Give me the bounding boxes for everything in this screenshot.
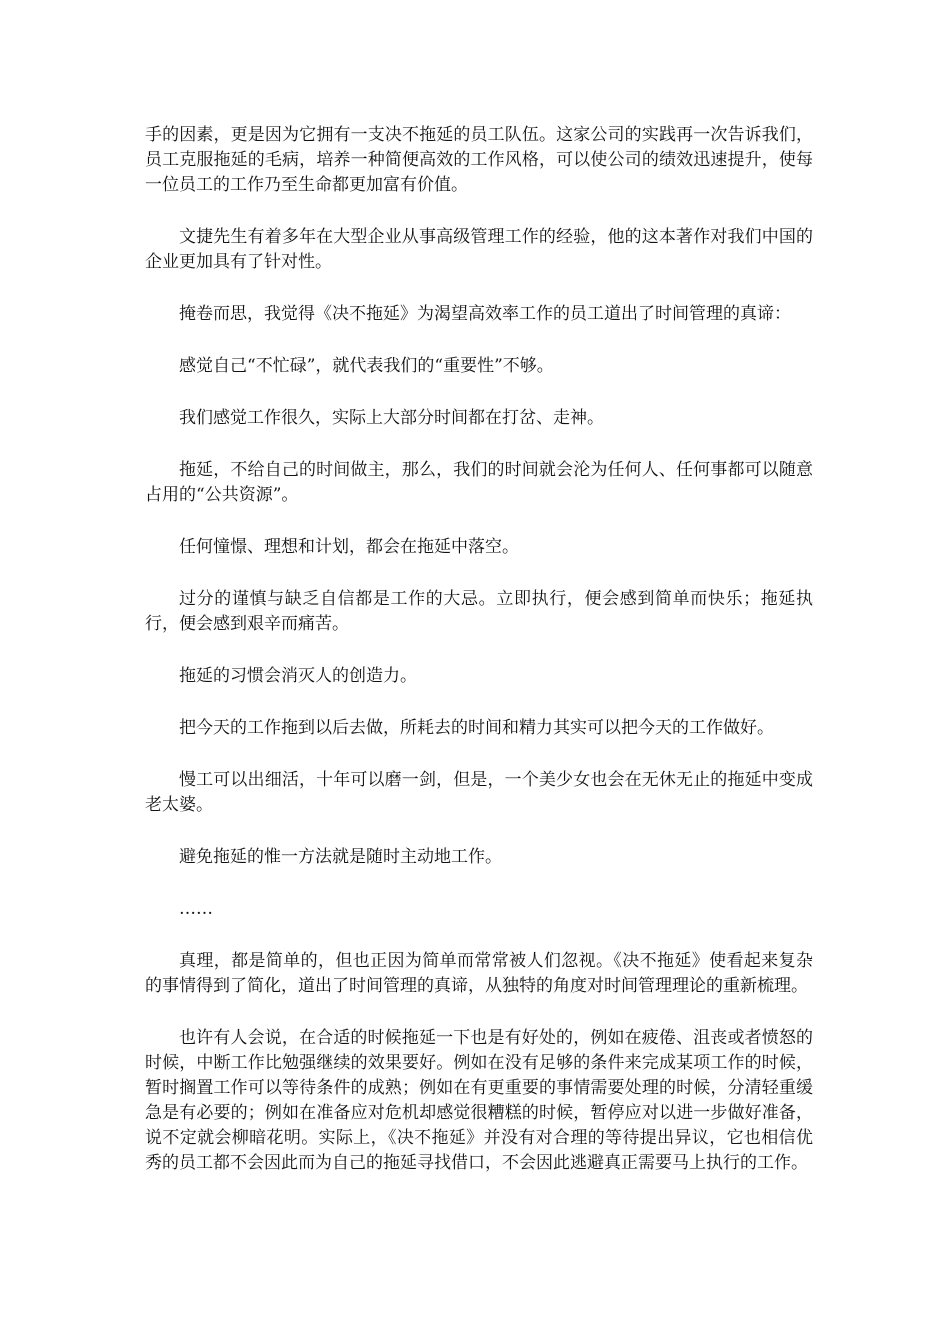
paragraph: 真理，都是简单的，但也正因为简单而常常被人们忽视。《决不拖延》使看起来复杂的事情得到了简化，道出了时间管理的真谛，从独特的角度对时间管理理论的重新梳理。 <box>145 951 813 996</box>
paragraph: 拖延，不给自己的时间做主，那么，我们的时间就会沦为任何人、任何事都可以随意占用的“公共资源”。 <box>145 460 813 505</box>
paragraph: 任何憧憬、理想和计划，都会在拖延中落空。 <box>179 537 519 557</box>
paragraph: 手的因素，更是因为它拥有一支决不拖延的员工队伍。这家公司的实践再一次告诉我们，员工克服拖延的毛病，培养一种简便高效的工作风格，可以使公司的绩效迅速提升，使每一位员工的工作乃至生命都更加富有价值。 <box>145 125 813 195</box>
paragraph: 掩卷而思，我觉得《决不拖延》为渴望高效率工作的员工道出了时间管理的真谛： <box>179 304 791 324</box>
paragraph: 也许有人会说，在合适的时候拖延一下也是有好处的，例如在疲倦、沮丧或者愤怒的时候，中断工作比勉强继续的效果要好。例如在没有足够的条件来完成某项工作的时候，暂时搁置工作可以等待条件的成熟；例如在有更重要的事情需要处理的时候，分清轻重缓急是有必要的；例如在准备应对危机却感觉很糟糕的时候，暂停应对以进一步做好准备，说不定就会柳暗花明。实际上，《决不拖延》并没有对合理的等待提出异议，它也相信优秀的员工都不会因此而为自己的拖延寻找借口，不会因此逃避真正需要马上执行的工作。 <box>145 1028 813 1173</box>
paragraph: 感觉自己“不忙碌”，就代表我们的“重要性”不够。 <box>179 356 554 376</box>
document-page <box>145 123 813 1203</box>
ellipsis-paragraph: …… <box>179 899 213 919</box>
paragraph: 慢工可以出细活，十年可以磨一剑，但是，一个美少女也会在无休无止的拖延中变成老太婆。 <box>145 770 813 815</box>
paragraph: 文捷先生有着多年在大型企业从事高级管理工作的经验，他的这本著作对我们中国的企业更加具有了针对性。 <box>145 227 813 272</box>
paragraph: 避免拖延的惟一方法就是随时主动地工作。 <box>179 847 502 867</box>
paragraph: 我们感觉工作很久，实际上大部分时间都在打岔、走神。 <box>179 408 604 428</box>
paragraph: 拖延的习惯会消灭人的创造力。 <box>179 666 417 686</box>
paragraph: 把今天的工作拖到以后去做，所耗去的时间和精力其实可以把今天的工作做好。 <box>179 718 774 738</box>
paragraph: 过分的谨慎与缺乏自信都是工作的大忌。立即执行，便会感到简单而快乐；拖延执行，便会感到艰辛而痛苦。 <box>145 589 813 634</box>
